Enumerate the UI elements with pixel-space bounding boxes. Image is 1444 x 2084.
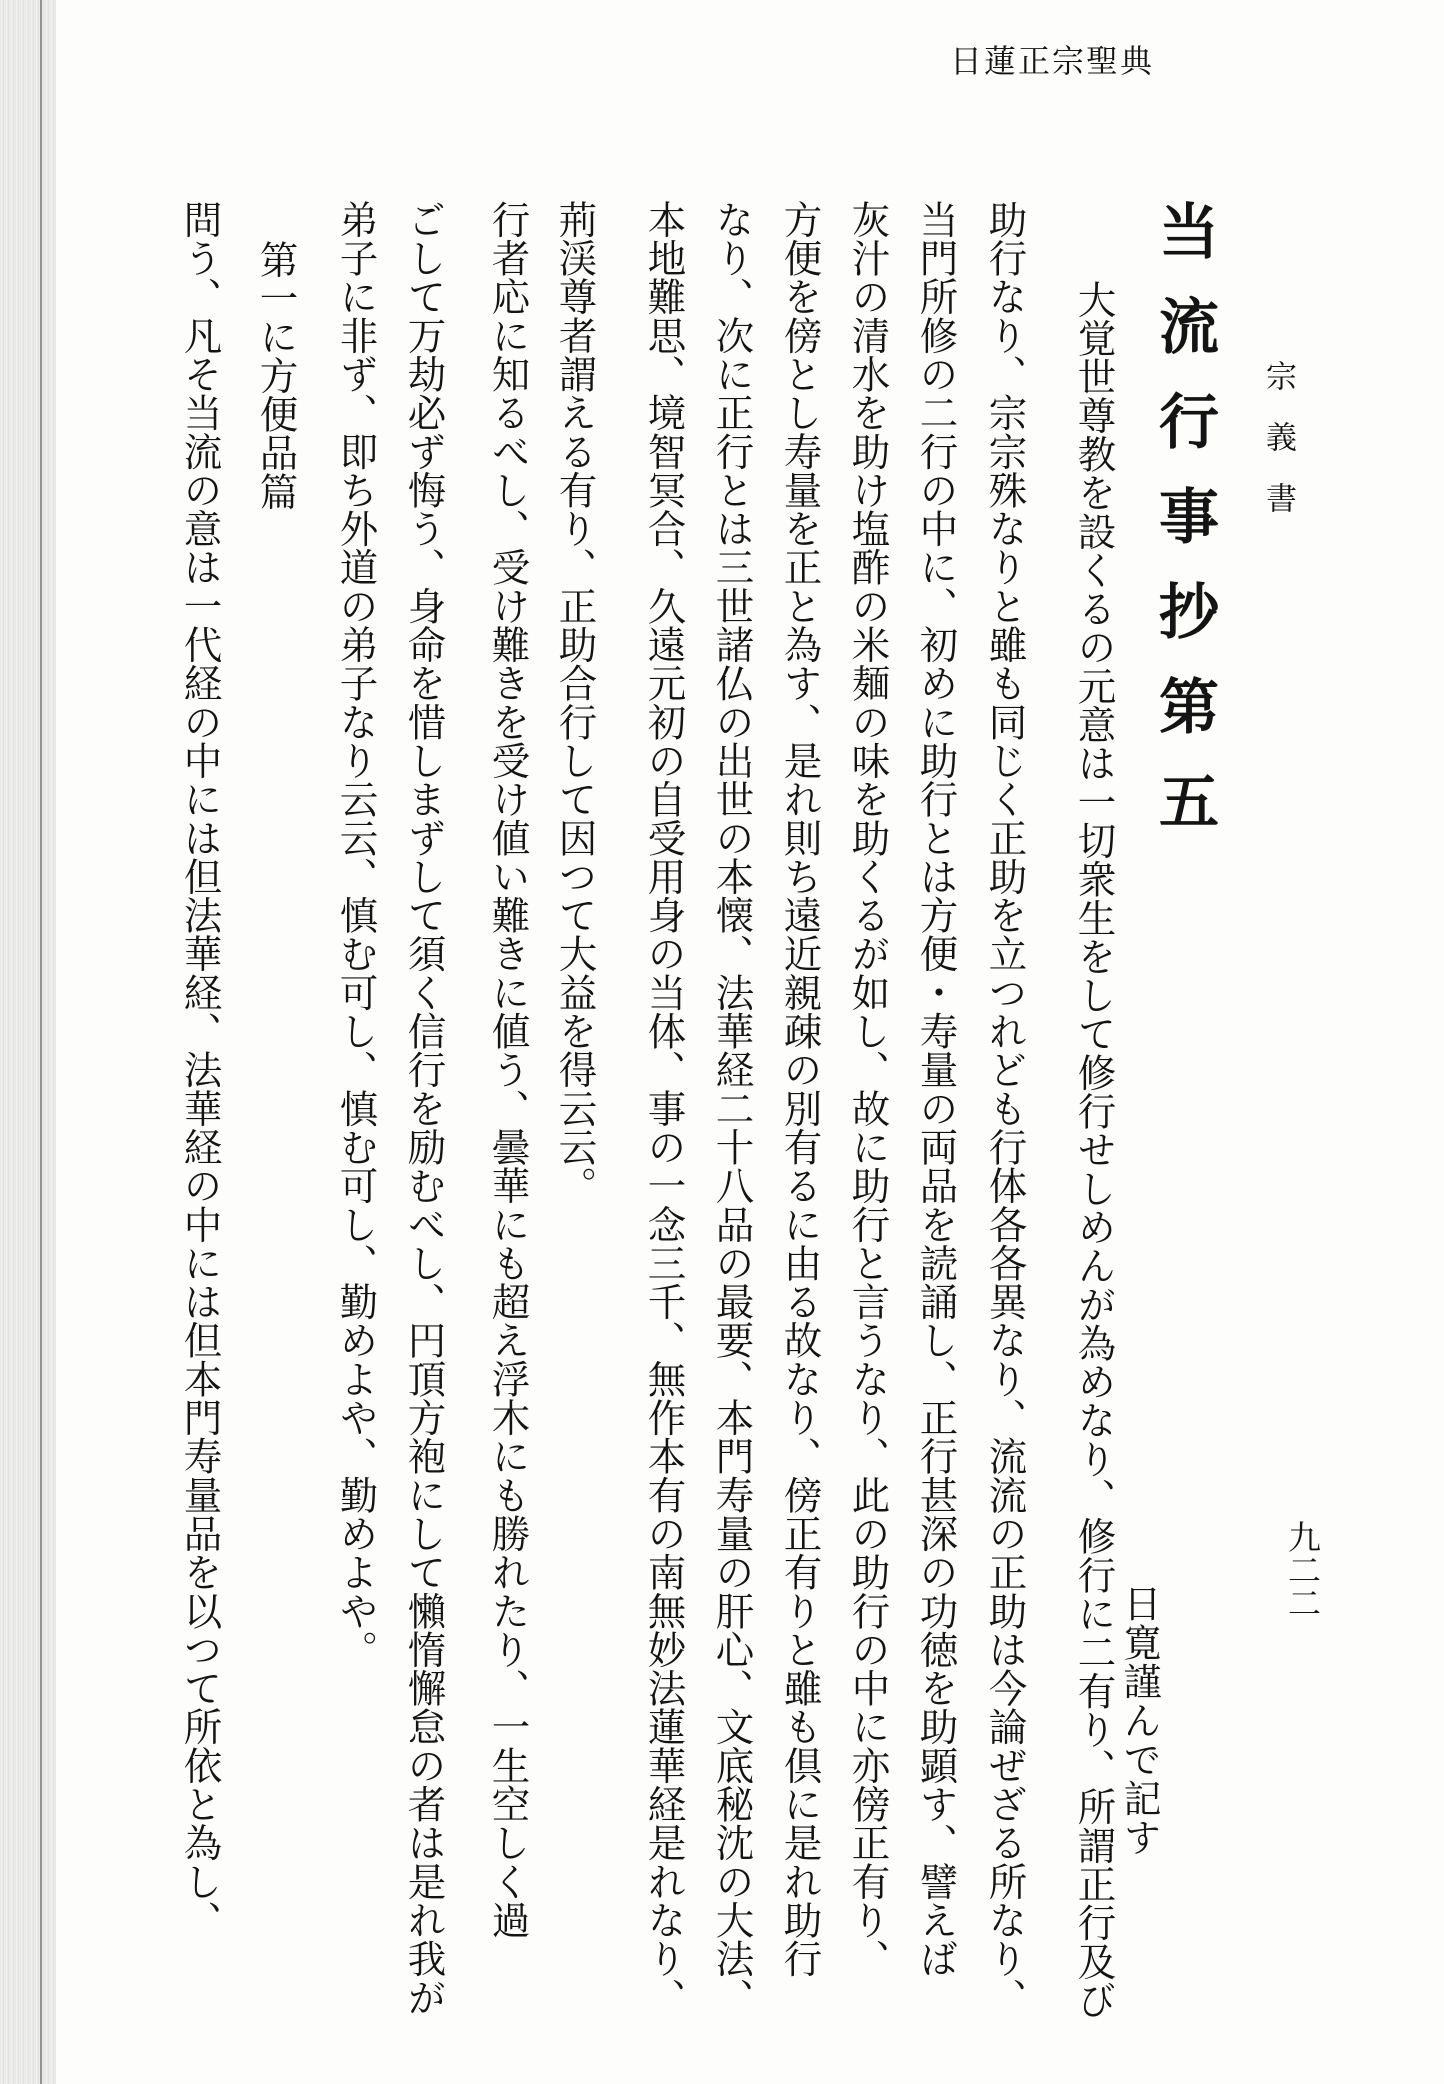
section-heading: 第一に方便品篇 bbox=[253, 240, 299, 511]
category-label: 宗義書 bbox=[1260, 360, 1296, 543]
body-text-line: ごして万劫必ず悔う、身命を惜しまずして須く信行を励むべし、円頂方袍にして懶惰懈怠の者は是れ我が bbox=[401, 200, 447, 2017]
body-text-line: 荊渓尊者謂える有り、正助合行して因つて大益を得云云。 bbox=[552, 200, 598, 1205]
body-text-line: 行者応に知るべし、受け難きを受け値い難きに値う、曇華にも超え浮木にも勝れたり、一生空しく過 bbox=[485, 200, 531, 1940]
running-header: 日蓮正宗聖典 bbox=[949, 42, 1154, 80]
body-text-line: 助行なり、宗宗殊なりと雖も同じく正助を立つれども行体各各異なり、流流の正助は今論ぜざる所なり、 bbox=[982, 200, 1028, 2017]
book-gutter-shadow bbox=[0, 0, 56, 2084]
page-number: 九二二 bbox=[1283, 1520, 1322, 1619]
body-text-line: 灰汁の清水を助け塩酢の米麺の味を助くるが如し、故に助行と言うなり、此の助行の中に亦傍正有り、 bbox=[845, 200, 891, 1978]
author-line: 日寛謹んで記す bbox=[1117, 1584, 1161, 1857]
body-text-line: 大覚世尊教を設くるの元意は一切衆生をして修行せしめんが為めなり、修行に二有り、所謂正行及び bbox=[1071, 280, 1117, 2020]
body-text-line: 弟子に非ず、即ち外道の弟子なり云云、慎む可し、慎む可し、勤めよや、勤めよや。 bbox=[333, 200, 379, 1669]
body-text-line: 問う、凡そ当流の意は一代経の中には但法華経、法華経の中には但本門寿量品を以つて所依と為し、 bbox=[177, 200, 223, 1940]
book-spine-edge bbox=[40, 0, 42, 2084]
body-text-line: 本地難思、境智冥合、久遠元初の自受用身の当体、事の一念三千、無作本有の南無妙法蓮華経是れなり、 bbox=[641, 200, 687, 2017]
body-text-line: 方便を傍とし寿量を正と為す、是れ則ち遠近親疎の別有るに由る故なり、傍正有りと雖も倶に是れ助行 bbox=[777, 200, 823, 1978]
chapter-title: 当流行事抄第五 bbox=[1149, 200, 1219, 865]
body-text-line: なり、次に正行とは三世諸仏の出世の本懐、法華経二十八品の最要、本門寿量の肝心、文底秘沈の大法、 bbox=[709, 200, 755, 2017]
body-text-line: 当門所修の二行の中に、初めに助行とは方便・寿量の両品を読誦し、正行甚深の功徳を助顕す、譬えば bbox=[913, 200, 959, 1978]
